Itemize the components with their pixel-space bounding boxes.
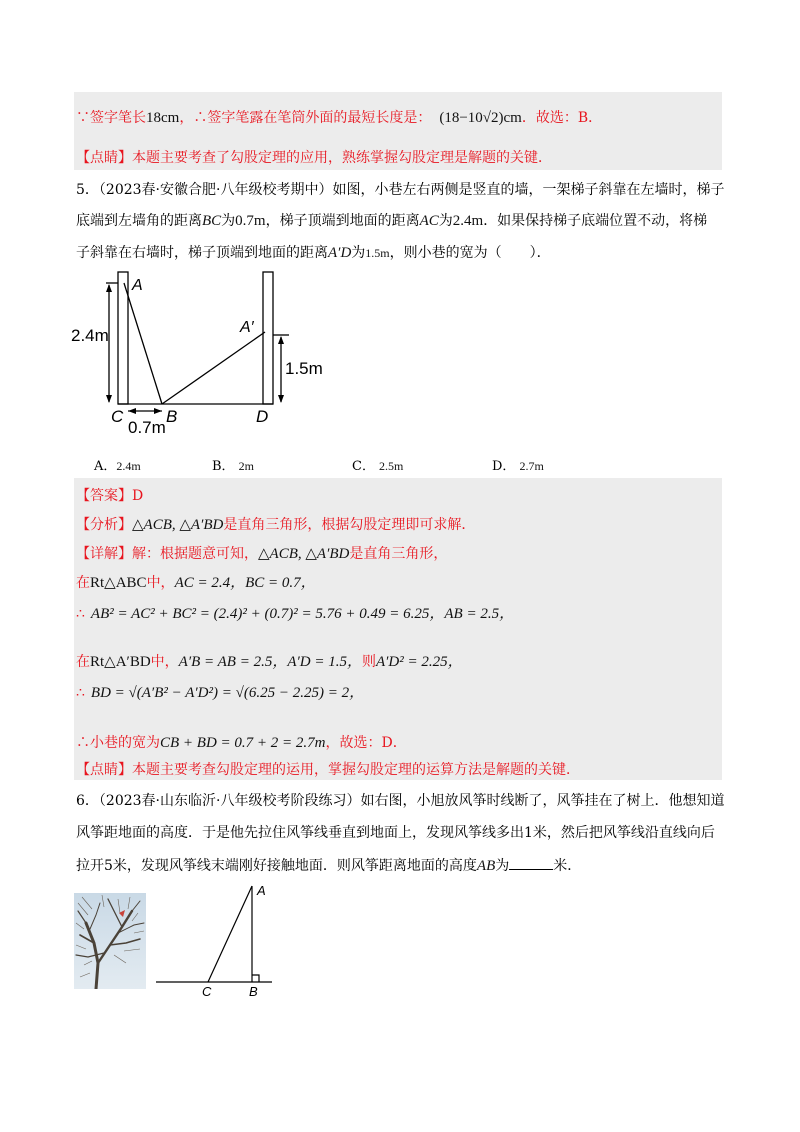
arrow-head bbox=[154, 408, 162, 414]
detail-tail: 是直角三角形， bbox=[349, 546, 448, 562]
question-source: （2023春·安徽合肥·八年级校考期中） bbox=[98, 182, 333, 198]
text: 中， bbox=[146, 575, 175, 591]
step1-line bbox=[76, 573, 316, 593]
step4-line bbox=[76, 683, 364, 703]
q5-line1 bbox=[76, 180, 724, 200]
question-number: 5． bbox=[76, 182, 99, 198]
arrow-head bbox=[128, 408, 136, 414]
option-letter: C． bbox=[352, 459, 375, 474]
label-c: C bbox=[202, 984, 212, 999]
question-text: 风筝距地面的高度．于是他先拉住风筝线垂直到地面上，发现风筝线多出1米，然后把风筝线沿直线向后 bbox=[76, 825, 715, 841]
detail-text: 解：根据题意可知， bbox=[132, 546, 258, 562]
text: 米． bbox=[553, 858, 582, 874]
text: 签字笔长 bbox=[90, 110, 146, 126]
math-given: AC = 2.4，BC = 0.7， bbox=[174, 575, 316, 591]
math-value: 0.7m bbox=[235, 213, 266, 229]
label-c: C bbox=[111, 407, 124, 426]
text: ，∴签字笔露在笔筒外面的最短长度是： bbox=[179, 110, 432, 126]
option-c[interactable] bbox=[352, 455, 403, 474]
text: 在 bbox=[76, 575, 90, 591]
math-bd: BD = √(A′B² − A′D²) = √(6.25 − 2.25) = 2， bbox=[90, 685, 365, 701]
label-a-prime: A′ bbox=[240, 319, 254, 336]
option-a[interactable] bbox=[94, 455, 141, 474]
label-b: B bbox=[166, 407, 178, 426]
point-tag: 【点睛】 bbox=[76, 150, 132, 166]
math-triangle: Rt△ABC bbox=[90, 575, 147, 591]
option-letter: A． bbox=[94, 459, 117, 474]
option-value: 2.4m bbox=[116, 459, 141, 473]
math-bc: BC bbox=[202, 213, 222, 229]
q6-line2 bbox=[76, 823, 715, 843]
text: 底端到左墙角的距离 bbox=[76, 213, 202, 229]
math-length: 18cm bbox=[146, 110, 180, 126]
math-triangle: Rt△A′BD bbox=[90, 654, 151, 670]
q5-line3 bbox=[76, 243, 551, 263]
text: 为 bbox=[221, 213, 236, 229]
text: 为 bbox=[495, 858, 510, 874]
option-letter: B． bbox=[212, 459, 235, 474]
text: ，梯子顶端到地面的距离 bbox=[265, 213, 420, 229]
arrow-head bbox=[278, 336, 284, 344]
dim-left-label: 2.4m bbox=[71, 326, 109, 345]
because-symbol: ∵ bbox=[76, 110, 90, 126]
label-a: A bbox=[132, 277, 143, 294]
q5-line2 bbox=[76, 211, 707, 231]
option-value: 2.5m bbox=[378, 459, 404, 473]
option-value: 2.7m bbox=[519, 459, 544, 473]
math-ac: AC bbox=[419, 213, 439, 229]
point-tag: 【点睛】 bbox=[76, 762, 132, 778]
math-ab-squared: AB² = AC² + BC² = (2.4)² + (0.7)² = 5.76 + 0.49 = 6.25，AB = 2.5， bbox=[90, 606, 515, 622]
therefore-symbol: ∴ bbox=[76, 606, 85, 622]
math-ab: AB bbox=[476, 858, 496, 874]
text: 为 bbox=[438, 213, 453, 229]
q6-figure bbox=[150, 880, 280, 1000]
arrow-head bbox=[106, 395, 112, 403]
math-given: A′B = AB = 2.5，A′D = 1.5， bbox=[178, 654, 362, 670]
question-text: 如右图，小旭放风筝时线断了，风筝挂在了树上．他想知道 bbox=[360, 793, 725, 809]
label-b: B bbox=[249, 984, 258, 999]
arrow-head bbox=[278, 395, 284, 403]
answer-value: D bbox=[132, 488, 144, 504]
q5-figure bbox=[70, 266, 340, 438]
text: 在 bbox=[76, 654, 90, 670]
math-triangles: △ACB, △A′BD bbox=[258, 546, 350, 562]
label-a: A bbox=[257, 883, 266, 898]
prev-solution-conclusion bbox=[76, 108, 602, 128]
dim-bottom-label: 0.7m bbox=[128, 418, 166, 437]
text: 则 bbox=[361, 654, 376, 670]
right-angle-mark bbox=[252, 975, 259, 982]
math-ad: A′D bbox=[328, 245, 352, 261]
analysis-text: 是直角三角形，根据勾股定理即可求解． bbox=[223, 517, 476, 533]
question-source: （2023春·山东临沂·八年级校考阶段练习） bbox=[98, 793, 361, 809]
step3-line bbox=[76, 652, 463, 672]
point-text: 本题主要考查了勾股定理的应用，熟练掌握勾股定理是解题的关键． bbox=[132, 150, 552, 166]
point-line bbox=[76, 760, 580, 780]
text: 拉开5米，发现风筝线末端刚好接触地面．则风筝距离地面的高度 bbox=[76, 858, 477, 874]
math-width: CB + BD = 0.7 + 2 = 2.7m bbox=[160, 735, 326, 751]
q6-line1 bbox=[76, 791, 724, 811]
analysis-line bbox=[76, 515, 475, 535]
math-value: 1.5m bbox=[365, 246, 390, 260]
text: 中， bbox=[150, 654, 179, 670]
detail-tag: 【详解】 bbox=[76, 546, 132, 562]
math-value: 2.4m bbox=[452, 213, 484, 229]
text: ，故选：D． bbox=[325, 735, 407, 751]
label-d: D bbox=[256, 407, 269, 426]
ladder-left bbox=[124, 283, 162, 404]
option-letter: D． bbox=[492, 459, 516, 474]
q6-line3 bbox=[76, 855, 581, 876]
dim-right-label: 1.5m bbox=[285, 359, 323, 378]
prev-point-line bbox=[76, 148, 552, 168]
answer-tag: 【答案】 bbox=[76, 488, 132, 504]
text: 子斜靠在右墙时，梯子顶端到地面的距离 bbox=[76, 245, 328, 261]
text: ．如果保持梯子底端位置不动，将梯 bbox=[483, 213, 708, 229]
segment-ac bbox=[208, 886, 252, 982]
option-b[interactable] bbox=[212, 455, 254, 474]
kite-tree-photo bbox=[74, 893, 146, 989]
text: ，则小巷的宽为（ ）． bbox=[389, 245, 551, 261]
ladder-right bbox=[162, 332, 265, 404]
text: ．故选：B． bbox=[521, 110, 603, 126]
arrow-head bbox=[106, 284, 112, 292]
text: ∴小巷的宽为 bbox=[76, 735, 160, 751]
answer-blank[interactable] bbox=[509, 855, 553, 870]
step2-line bbox=[76, 604, 514, 624]
question-number: 6． bbox=[76, 793, 99, 809]
point-text: 本题主要考查勾股定理的运用，掌握勾股定理的运算方法是解题的关键． bbox=[132, 762, 580, 778]
question-text: 如图，小巷左右两侧是竖直的墙，一架梯子斜靠在左墙时，梯子 bbox=[332, 182, 725, 198]
therefore-symbol: ∴ bbox=[76, 685, 85, 701]
math-ad-squared: A′D² = 2.25， bbox=[375, 654, 463, 670]
analysis-tag: 【分析】 bbox=[76, 517, 132, 533]
option-value: 2m bbox=[238, 459, 254, 473]
detail-line bbox=[76, 544, 447, 564]
math-triangles: △ACB, △A′BD bbox=[132, 517, 224, 533]
step5-line bbox=[76, 733, 407, 753]
right-wall bbox=[263, 272, 273, 404]
option-d[interactable] bbox=[492, 455, 544, 474]
math-answer: (18−10√2)cm bbox=[439, 110, 522, 126]
answer-line bbox=[76, 486, 143, 506]
text: 为 bbox=[351, 245, 366, 261]
